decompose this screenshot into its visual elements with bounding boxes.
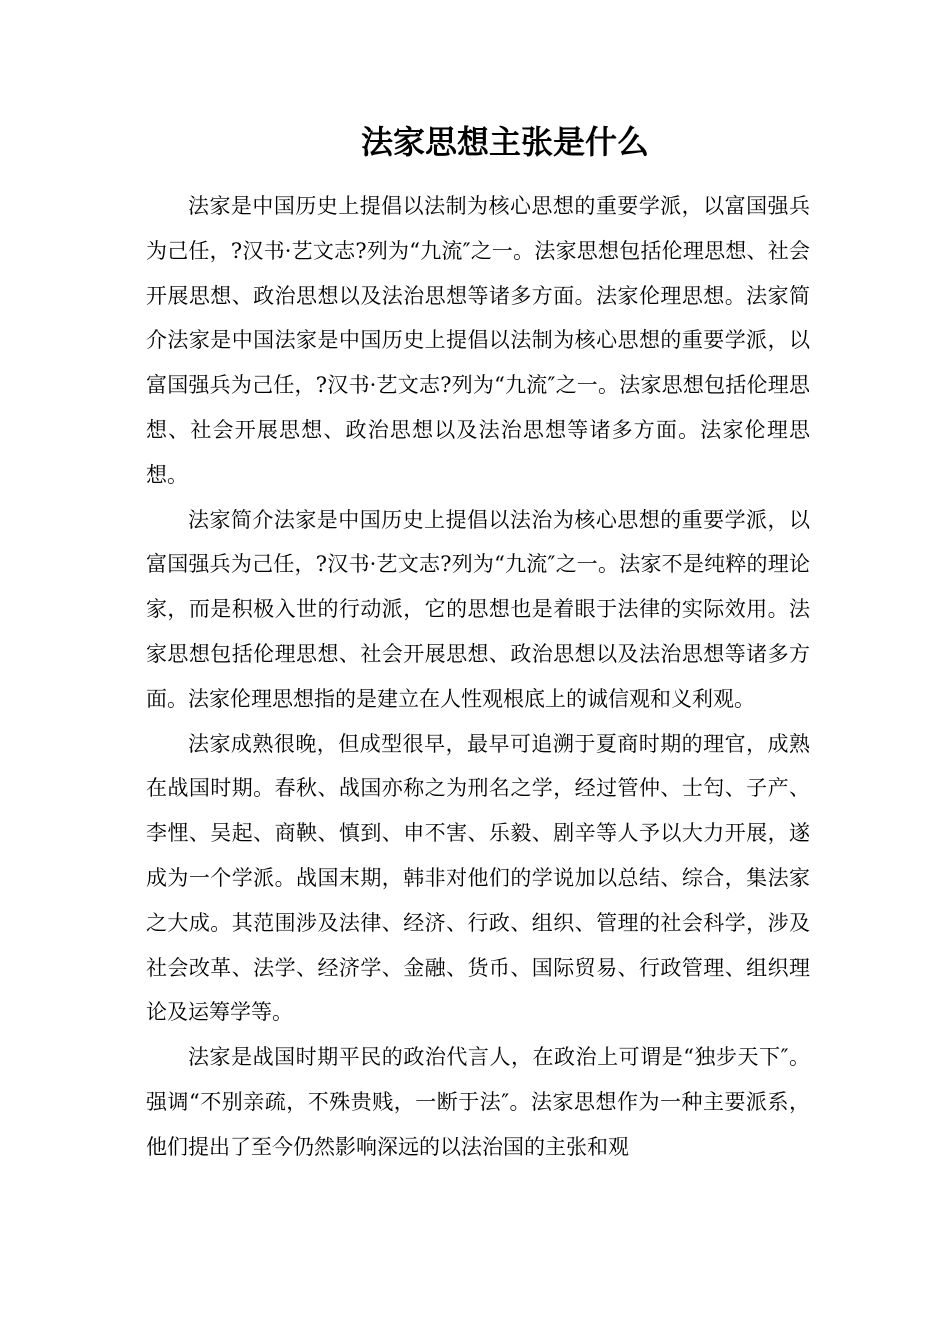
paragraph-2: 法家简介法家是中国历史上提倡以法治为核心思想的重要学派，以富国强兵为己任，?汉书·艺文志?列为“九流″之一。法家不是纯粹的理论家，而是积极入世的行动派，它的思想也是着眼于法律的实际效用。法家思想包括伦理思想、社会开展思想、政治思想以及法治思想等诸多方面。法家伦理思想指的是建立在人性观根底上的诚信观和义利观。 — [146, 507, 810, 711]
paragraph-4: 法家是战国时期平民的政治代言人，在政治上可谓是“独步天下″。强调“不别亲疏，不殊贵贱，一断于法″。法家思想作为一种主要派系，他们提出了至今仍然影响深远的以法治国的主张和观 — [146, 1045, 810, 1159]
paragraph-1: 法家是中国历史上提倡以法制为核心思想的重要学派，以富国强兵为己任，?汉书·艺文志?列为“九流″之一。法家思想包括伦理思想、社会开展思想、政治思想以及法治思想等诸多方面。法家伦理思想。法家简介法家是中国法家是中国历史上提倡以法制为核心思想的重要学派，以富国强兵为己任，?汉书·艺文志?列为“九流″之一。法家思想包括伦理思想、社会开展思想、政治思想以及法治思想等诸多方面。法家伦理思想。 — [146, 194, 810, 487]
paragraph-3: 法家成熟很晚，但成型很早，最早可追溯于夏商时期的理官，成熟在战国时期。春秋、战国亦称之为刑名之学，经过管仲、士匄、子产、李悝、吴起、商鞅、慎到、申不害、乐毅、剧辛等人予以大力开展，遂成为一个学派。战国末期，韩非对他们的学说加以总结、综合，集法家之大成。其范围涉及法律、经济、行政、组织、管理的社会科学，涉及社会改革、法学、经济学、金融、货币、国际贸易、行政管理、组织理论及运筹学等。 — [146, 731, 810, 1025]
document-title: 法家思想主张是什么 — [360, 123, 649, 161]
document-body — [146, 184, 810, 1170]
